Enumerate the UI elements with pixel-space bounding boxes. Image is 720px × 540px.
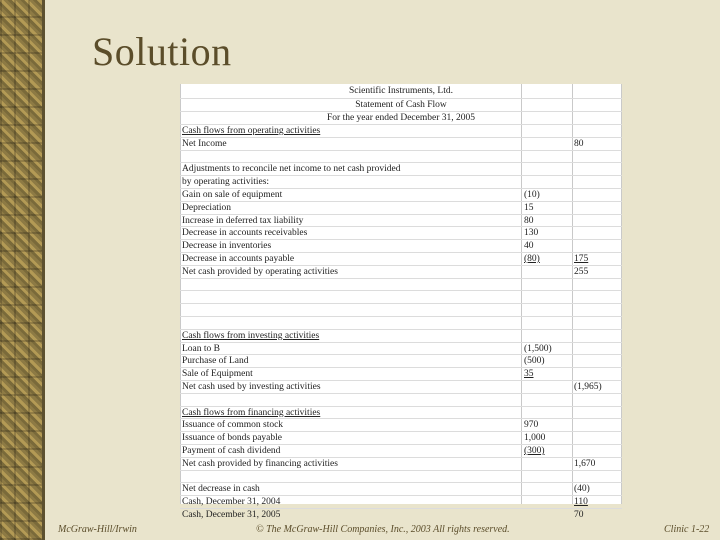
row-label: Net cash provided by financing activities bbox=[182, 458, 338, 469]
row-label: Issuance of common stock bbox=[182, 420, 284, 431]
row-label: Decrease in accounts receivables bbox=[182, 228, 308, 239]
footer-copyright: © The McGraw-Hill Companies, Inc., 2003 All rights reserved. bbox=[256, 524, 510, 535]
detail-amount: (10) bbox=[524, 190, 540, 200]
decorative-side-bar bbox=[0, 0, 42, 540]
company-name: Scientific Instruments, Ltd. bbox=[349, 86, 453, 96]
row-label: Net cash provided by operating activities bbox=[182, 266, 338, 277]
cash-flow-statement-sheet bbox=[180, 84, 622, 520]
total-amount: 80 bbox=[574, 138, 584, 149]
row-label: Net decrease in cash bbox=[182, 484, 260, 495]
detail-amount: 130 bbox=[524, 228, 539, 239]
statement-header-company bbox=[180, 85, 622, 98]
row-label: Net cash used by investing activities bbox=[182, 382, 321, 392]
total-amount: 70 bbox=[574, 510, 584, 520]
row-label: Cash flows from operating activities bbox=[182, 126, 321, 136]
detail-amount: (1,500) bbox=[524, 343, 552, 354]
detail-amount: 1,000 bbox=[524, 433, 546, 444]
row-label: Adjustments to reconcile net income to net cash provided bbox=[182, 164, 401, 175]
detail-amount: 40 bbox=[524, 241, 534, 252]
detail-amount: (80) bbox=[524, 254, 540, 264]
row-label: Net Income bbox=[182, 138, 227, 149]
row-label: by operating activities: bbox=[182, 177, 270, 188]
detail-amount: (500) bbox=[524, 356, 545, 367]
row-label: Loan to B bbox=[182, 343, 220, 354]
row-label: Gain on sale of equipment bbox=[182, 190, 283, 200]
row-label: Sale of Equipment bbox=[182, 369, 253, 380]
detail-amount: 35 bbox=[524, 369, 534, 380]
row-label: Payment of cash dividend bbox=[182, 446, 281, 456]
total-amount: (40) bbox=[574, 484, 590, 495]
row-label: Depreciation bbox=[182, 202, 232, 213]
detail-amount: 970 bbox=[524, 420, 539, 431]
total-amount: 110 bbox=[574, 497, 588, 508]
total-amount: (1,965) bbox=[574, 382, 602, 392]
row-label: Cash flows from investing activities bbox=[182, 330, 320, 341]
row-label: Cash, December 31, 2005 bbox=[182, 510, 281, 520]
side-bar-edge bbox=[42, 0, 45, 540]
total-amount: 1,670 bbox=[574, 458, 596, 469]
row-label: Purchase of Land bbox=[182, 356, 249, 367]
total-amount: 255 bbox=[574, 266, 589, 277]
detail-amount: 15 bbox=[524, 202, 534, 213]
statement-period: For the year ended December 31, 2005 bbox=[327, 113, 475, 123]
row-label: Cash flows from financing activities bbox=[182, 407, 321, 418]
total-amount: 175 bbox=[574, 254, 589, 264]
row-label: Cash, December 31, 2004 bbox=[182, 497, 281, 508]
slide-title: Solution bbox=[92, 29, 232, 74]
statement-header-period bbox=[180, 111, 622, 125]
detail-amount: (300) bbox=[524, 446, 545, 456]
table-row bbox=[180, 508, 622, 522]
statement-header-name bbox=[180, 98, 622, 112]
footer-publisher: McGraw-Hill/Irwin bbox=[58, 524, 137, 535]
detail-amount: 80 bbox=[524, 215, 534, 226]
row-label: Decrease in inventories bbox=[182, 241, 272, 252]
row-label: Decrease in accounts payable bbox=[182, 254, 295, 264]
row-label: Increase in deferred tax liability bbox=[182, 215, 304, 226]
row-label: Issuance of bonds payable bbox=[182, 433, 282, 444]
statement-name: Statement of Cash Flow bbox=[355, 100, 447, 110]
footer-slide-number: Clinic 1-22 bbox=[664, 524, 710, 535]
